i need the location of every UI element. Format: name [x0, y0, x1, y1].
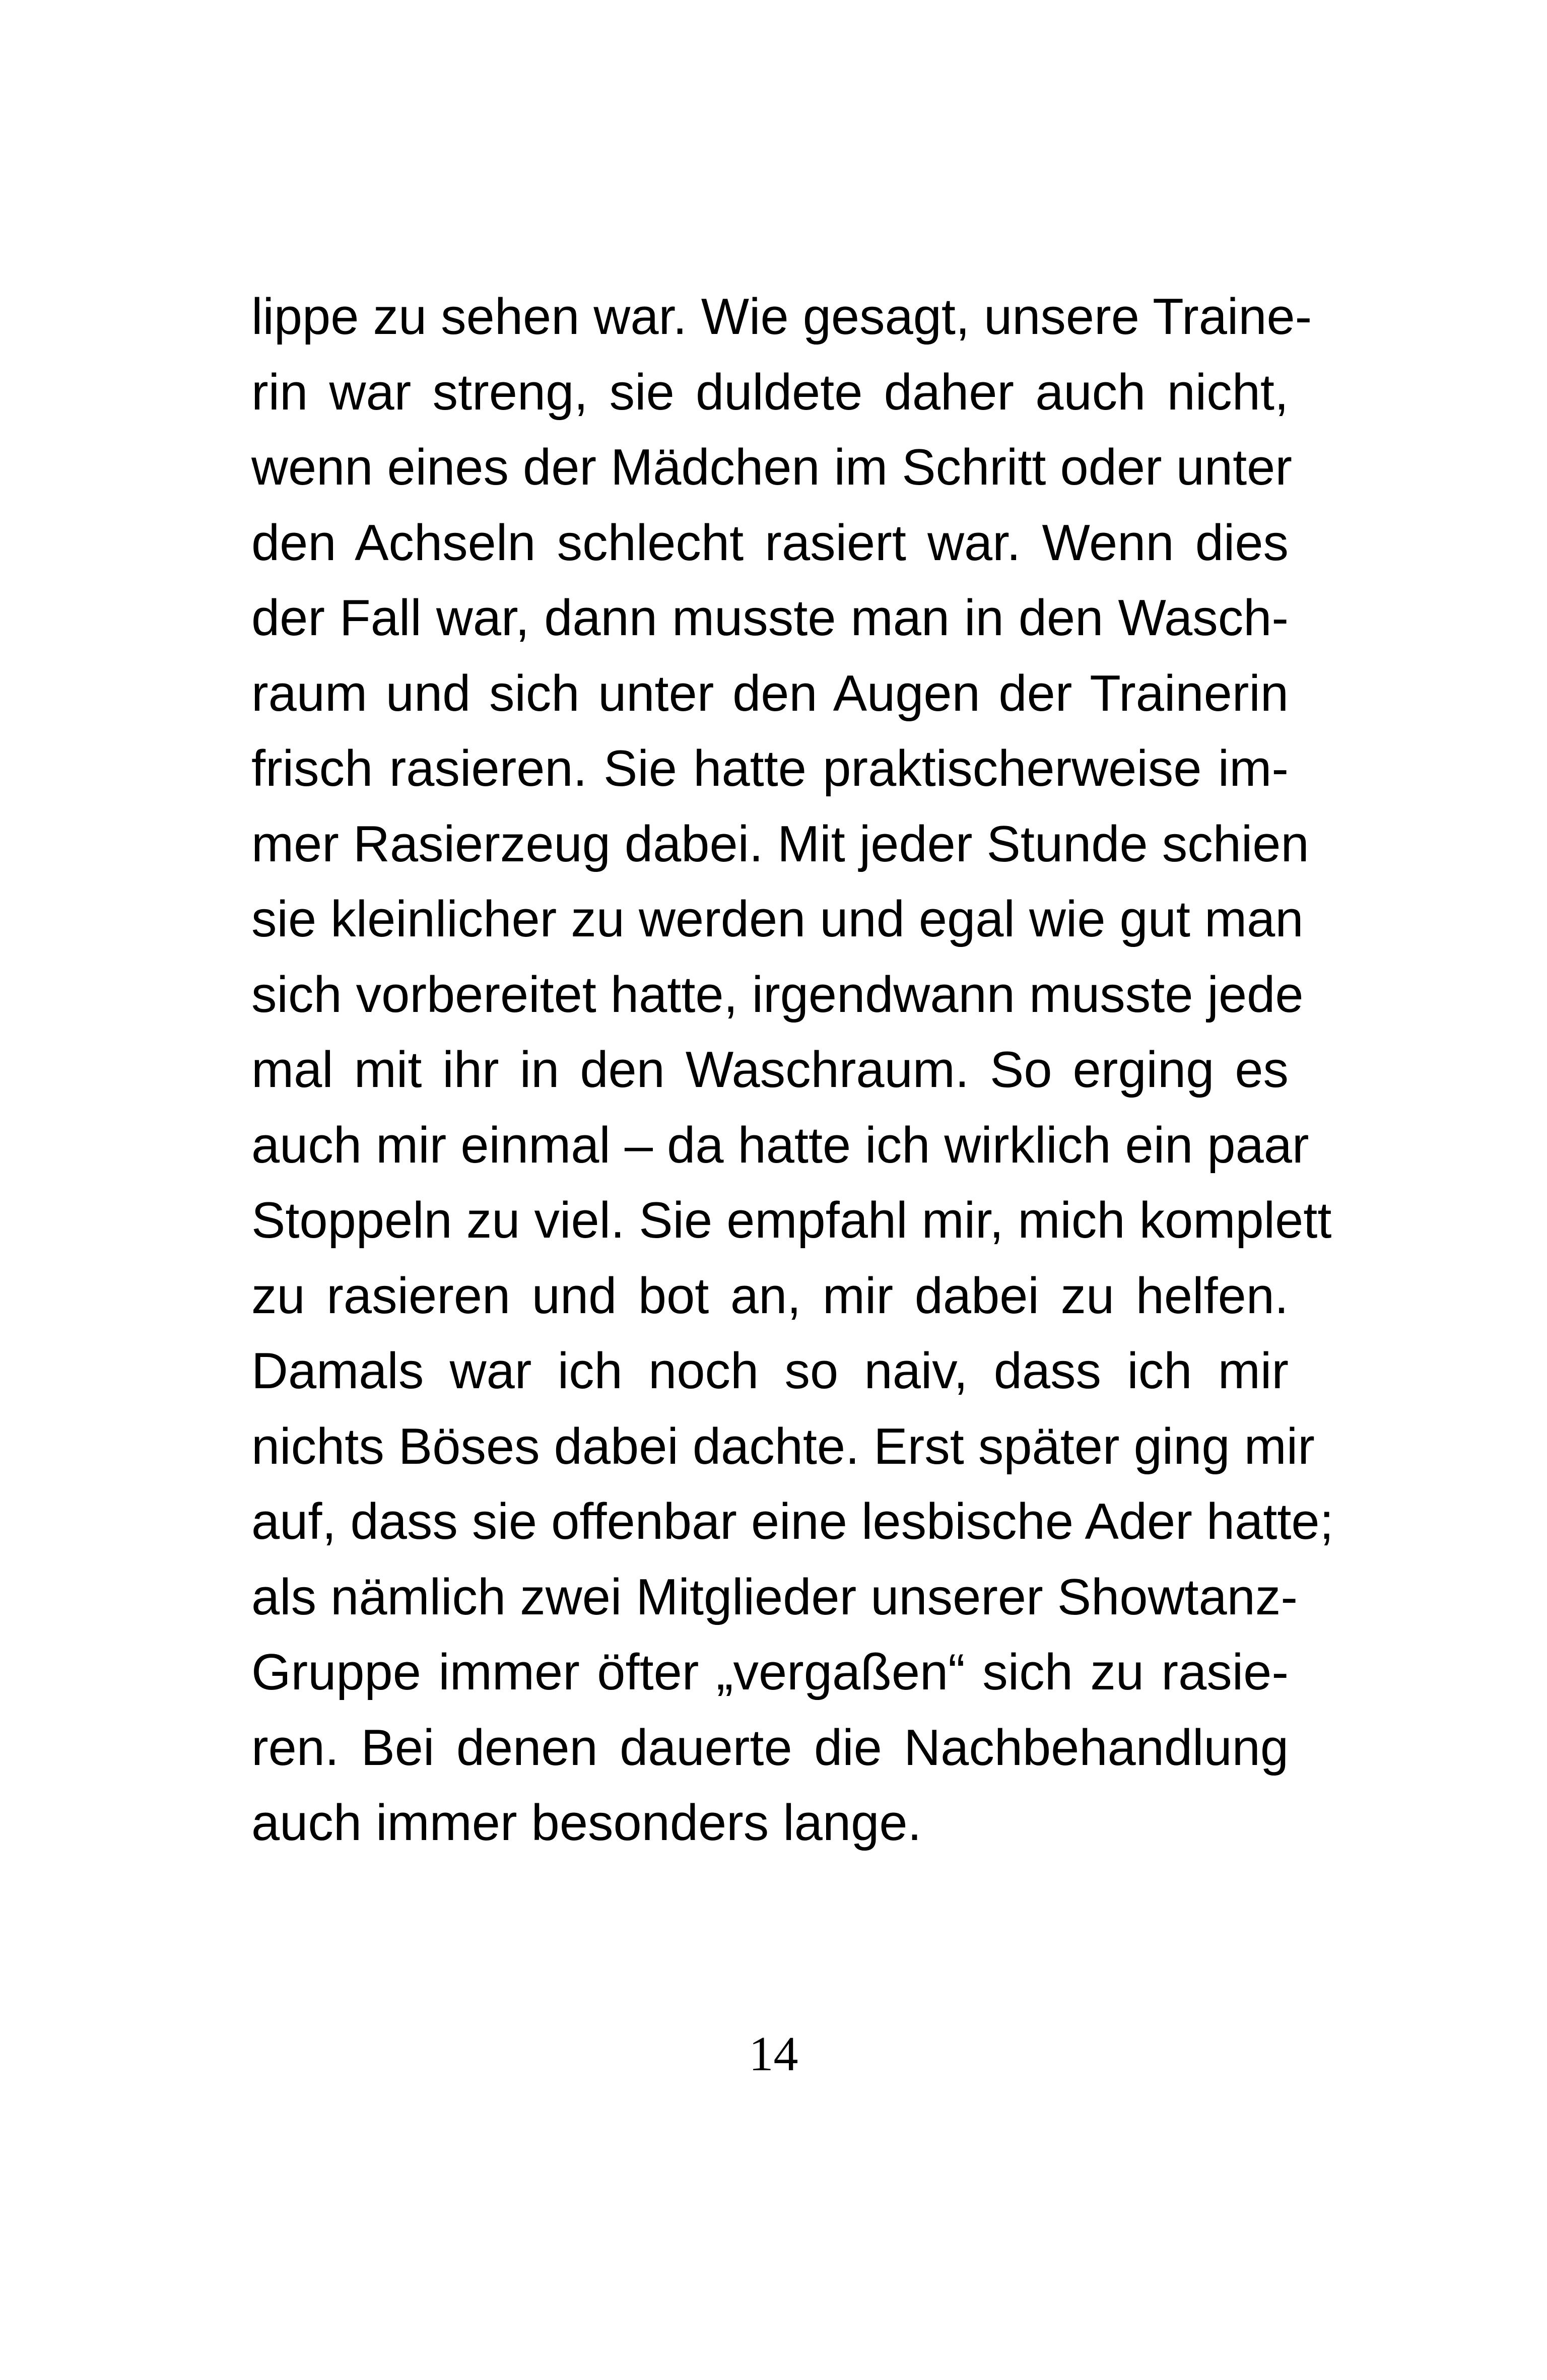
text-line: auf, dass sie offenbar eine lesbische Ader hatte;	[251, 1493, 1334, 1550]
text-line: auch immer besonders lange.	[251, 1795, 922, 1851]
page-number: 14	[749, 2027, 798, 2081]
text-line: den Achseln schlecht rasiert war. Wenn dies	[251, 514, 1289, 571]
text-line: mer Rasierzeug dabei. Mit jeder Stunde schien	[251, 815, 1309, 872]
text-line: sie kleinlicher zu werden und egal wie gut man	[251, 891, 1304, 947]
text-line: rin war streng, sie duldete daher auch nicht,	[251, 364, 1289, 421]
text-line: auch mir einmal – da hatte ich wirklich ein paar	[251, 1117, 1309, 1174]
text-line: wenn eines der Mädchen im Schritt oder unter	[251, 439, 1292, 496]
text-line: als nämlich zwei Mitglieder unserer Showtanz-	[251, 1569, 1298, 1625]
text-line: ren. Bei denen dauerte die Nachbehandlung	[251, 1719, 1289, 1776]
text-line: sich vorbereitet hatte, irgendwann musste jede	[251, 966, 1304, 1023]
text-line: zu rasieren und bot an, mir dabei zu helfen.	[251, 1267, 1289, 1324]
text-line: frisch rasieren. Sie hatte praktischerweise im-	[251, 740, 1289, 797]
text-line: Damals war ich noch so naiv, dass ich mir	[251, 1343, 1289, 1399]
text-line: Gruppe immer öfter „vergaßen“ sich zu rasie-	[251, 1644, 1289, 1701]
body-text	[251, 280, 1334, 1861]
text-line: mal mit ihr in den Waschraum. So erging es	[251, 1042, 1289, 1098]
text-line: Stoppeln zu viel. Sie empfahl mir, mich komplett	[251, 1192, 1332, 1249]
text-line: raum und sich unter den Augen der Trainerin	[251, 665, 1289, 722]
text-line: der Fall war, dann musste man in den Wasch-	[251, 590, 1289, 646]
text-line: lippe zu sehen war. Wie gesagt, unsere Traine-	[251, 289, 1312, 345]
text-line: nichts Böses dabei dachte. Erst später ging mir	[251, 1418, 1315, 1475]
